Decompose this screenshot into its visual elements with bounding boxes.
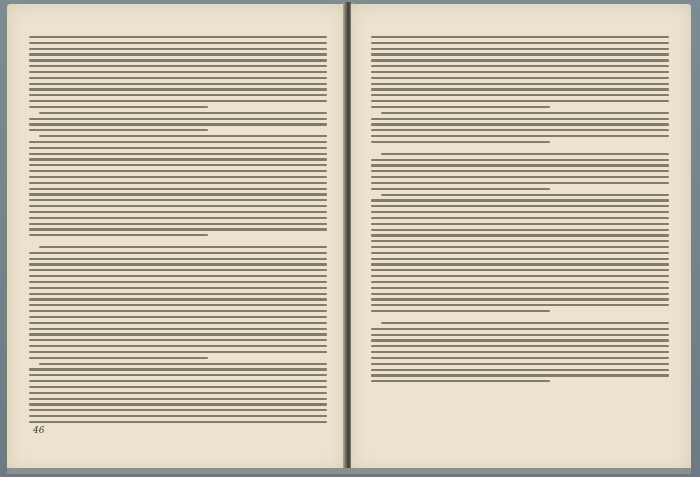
left-page xyxy=(7,4,345,472)
paragraph xyxy=(29,135,327,236)
paragraph xyxy=(371,112,669,143)
paragraph xyxy=(29,363,327,423)
paragraph xyxy=(29,36,327,108)
right-page-text xyxy=(371,36,669,430)
paragraph xyxy=(29,112,327,132)
paragraph xyxy=(29,246,327,359)
right-page xyxy=(351,4,691,472)
paragraph xyxy=(371,322,669,382)
page-number: 46 xyxy=(33,426,45,436)
scan-bottom-edge xyxy=(7,468,691,474)
paragraph xyxy=(371,194,669,313)
paragraph xyxy=(371,36,669,108)
left-page-text xyxy=(29,36,327,430)
paragraph xyxy=(371,153,669,190)
